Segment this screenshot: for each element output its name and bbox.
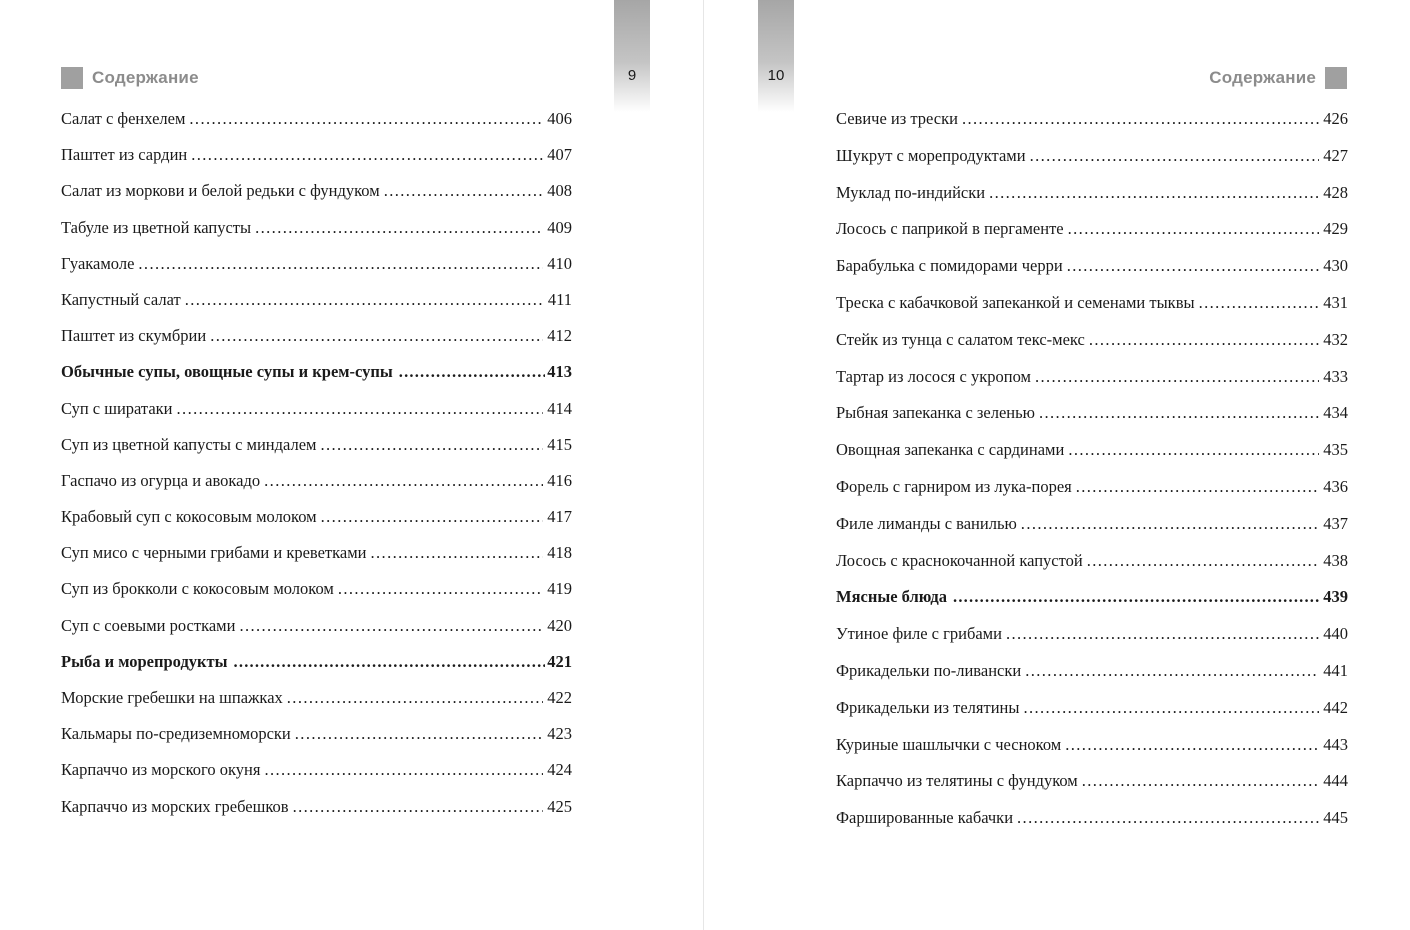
- toc-entry-title: Лосось с паприкой в пергаменте: [836, 219, 1064, 239]
- dot-leader: [1068, 439, 1319, 461]
- dot-leader: [1068, 218, 1320, 240]
- dot-leader: [239, 615, 543, 637]
- toc-entry-title: Крабовый суп с кокосовым молоком: [61, 507, 317, 527]
- toc-entry: [61, 723, 572, 745]
- toc-entry-title: Кальмары по-средиземноморски: [61, 724, 291, 744]
- dot-leader: [138, 253, 543, 275]
- left-page: [0, 0, 704, 930]
- toc-entry-page: 428: [1323, 182, 1348, 202]
- toc-entry-page: 444: [1323, 771, 1348, 791]
- toc-entry: [836, 807, 1348, 829]
- dot-leader: [1089, 329, 1319, 351]
- toc-entry: [836, 108, 1348, 130]
- toc-entry-page: 427: [1323, 145, 1348, 165]
- toc-entry-title: Овощная запеканка с сардинами: [836, 440, 1065, 460]
- toc-entry: [836, 329, 1348, 351]
- toc-entry-page: 407: [547, 145, 572, 165]
- toc-entry-page: 413: [547, 362, 572, 382]
- page-number-tab: [614, 0, 650, 112]
- toc-entry: [836, 402, 1348, 424]
- toc-entry: [836, 623, 1348, 645]
- dot-leader: [321, 506, 544, 528]
- section-header: [1209, 67, 1347, 89]
- dot-leader: [287, 687, 543, 709]
- toc-entry-title: Паштет из скумбрии: [61, 326, 207, 346]
- toc-entry: [61, 542, 572, 564]
- toc-entry-title: Филе лиманды с ванилью: [836, 513, 1017, 533]
- dot-leader: [1025, 660, 1319, 682]
- dot-leader: [399, 361, 546, 383]
- toc-entry-page: 438: [1323, 550, 1348, 570]
- toc-entry-title: Суп из брокколи с кокосовым молоком: [61, 579, 334, 599]
- right-page: [704, 0, 1410, 930]
- toc-entry: [61, 759, 572, 781]
- toc-entry: [61, 325, 572, 347]
- toc-entry-title: Гуакамоле: [61, 253, 135, 273]
- toc-entry-title: Стейк из тунца с салатом текс-мекс: [836, 329, 1085, 349]
- toc-entry: [61, 506, 572, 528]
- dot-leader: [293, 796, 544, 818]
- page-number: 9: [627, 67, 637, 84]
- toc-entry-page: 420: [547, 615, 572, 635]
- toc-entry: [836, 439, 1348, 461]
- dot-leader: [953, 586, 1321, 608]
- toc-entry-page: 409: [547, 217, 572, 237]
- dot-leader: [189, 108, 543, 130]
- header-square-icon: [61, 67, 83, 89]
- toc-entry-page: 418: [547, 543, 572, 563]
- dot-leader: [1067, 255, 1320, 277]
- dot-leader: [1021, 513, 1319, 535]
- toc-entry-page: 414: [547, 398, 572, 418]
- dot-leader: [962, 108, 1319, 130]
- toc-entry-title: Карпаччо из морских гребешков: [61, 796, 289, 816]
- dot-leader: [234, 651, 546, 673]
- toc-entry: [61, 470, 572, 492]
- toc-entry-page: 440: [1323, 624, 1348, 644]
- toc-entry-title: Карпаччо из морского окуня: [61, 760, 261, 780]
- toc-entry-page: 421: [547, 651, 572, 671]
- toc-entry-title: Обычные супы, овощные супы и крем-супы: [61, 362, 393, 382]
- dot-leader: [1035, 366, 1319, 388]
- toc-entry: [836, 145, 1348, 167]
- toc-entry-page: 431: [1323, 292, 1348, 312]
- dot-leader: [1017, 807, 1319, 829]
- toc-entry-title: Табуле из цветной капусты: [61, 217, 252, 237]
- toc-entry: [836, 292, 1348, 314]
- toc-entry-page: 412: [547, 326, 572, 346]
- toc-entry-title: Капустный салат: [61, 289, 181, 309]
- toc-entry-title: Утиное филе с грибами: [836, 624, 1002, 644]
- dot-leader: [1039, 402, 1319, 424]
- toc-entry: [836, 660, 1348, 682]
- toc-entry-page: 426: [1323, 109, 1348, 128]
- dot-leader: [185, 289, 544, 311]
- toc-entry: [61, 180, 572, 202]
- dot-leader: [989, 182, 1319, 204]
- dot-leader: [320, 434, 543, 456]
- toc-entry: [61, 578, 572, 600]
- toc-entry-page: 424: [547, 760, 572, 780]
- dot-leader: [1082, 770, 1320, 792]
- dot-leader: [177, 398, 544, 420]
- toc-entry: [61, 144, 572, 166]
- toc-section-heading: [61, 361, 572, 383]
- toc-entry-page: 411: [547, 289, 572, 309]
- header-square-icon: [1325, 67, 1347, 89]
- toc-list: [836, 108, 1348, 844]
- toc-entry: [836, 366, 1348, 388]
- toc-entry: [61, 615, 572, 637]
- toc-entry-title: Тартар из лосося с укропом: [836, 366, 1031, 386]
- toc-entry-page: 416: [547, 470, 572, 490]
- toc-entry-page: 432: [1323, 329, 1348, 349]
- toc-entry: [836, 476, 1348, 498]
- page-number: 10: [767, 67, 785, 84]
- toc-entry: [61, 434, 572, 456]
- header-title: Содержание: [1209, 68, 1316, 87]
- toc-entry-page: 434: [1323, 403, 1348, 423]
- toc-entry-title: Куриные шашлычки с чесноком: [836, 734, 1062, 754]
- toc-entry: [836, 513, 1348, 535]
- dot-leader: [264, 470, 543, 492]
- toc-entry-title: Гаспачо из огурца и авокадо: [61, 470, 261, 490]
- toc-entry-page: 441: [1323, 660, 1348, 680]
- toc-entry-page: 419: [547, 579, 572, 599]
- dot-leader: [210, 325, 543, 347]
- dot-leader: [264, 759, 543, 781]
- toc-entry-page: 443: [1323, 734, 1348, 754]
- toc-entry-page: 436: [1323, 476, 1348, 496]
- toc-entry-title: Муклад по-индийски: [836, 182, 986, 202]
- toc-entry-title: Фаршированные кабачки: [836, 808, 1014, 828]
- section-header: [61, 67, 199, 89]
- toc-entry-page: 435: [1323, 440, 1348, 460]
- toc-entry: [836, 550, 1348, 572]
- toc-entry: [61, 687, 572, 709]
- toc-entry-title: Фрикадельки из телятины: [836, 697, 1020, 717]
- toc-entry: [61, 796, 572, 818]
- toc-entry-page: 437: [1323, 513, 1348, 533]
- toc-entry-title: Рыбная запеканка с зеленью: [836, 403, 1035, 423]
- dot-leader: [295, 723, 543, 745]
- toc-entry-page: 425: [547, 796, 572, 816]
- toc-entry-page: 410: [547, 253, 572, 273]
- toc-entry-title: Салат из моркови и белой редьки с фундуком: [61, 181, 380, 201]
- dot-leader: [338, 578, 543, 600]
- toc-entry-title: Салат с фенхелем: [61, 109, 186, 128]
- toc-entry-title: Паштет из сардин: [61, 145, 188, 165]
- dot-leader: [1199, 292, 1320, 314]
- toc-entry-page: 445: [1323, 808, 1348, 828]
- toc-entry-title: Барабулька с помидорами черри: [836, 256, 1063, 276]
- toc-entry-page: 406: [547, 109, 572, 128]
- toc-entry-page: 429: [1323, 219, 1348, 239]
- toc-entry-title: Суп с ширатаки: [61, 398, 173, 418]
- toc-entry-title: Фрикадельки по-ливански: [836, 660, 1022, 680]
- toc-entry-title: Суп мисо с черными грибами и креветками: [61, 543, 367, 563]
- toc-entry-title: Морские гребешки на шпажках: [61, 688, 283, 707]
- toc-entry-page: 423: [547, 724, 572, 744]
- page-number-tab: [758, 0, 794, 112]
- toc-entry-title: Суп с соевыми ростками: [61, 615, 236, 635]
- header-title: Содержание: [92, 68, 199, 87]
- toc-section-heading: [836, 586, 1348, 608]
- toc-entry-page: 422: [547, 688, 572, 707]
- toc-entry-title: Рыба и морепродукты: [61, 651, 228, 671]
- toc-entry-title: Суп из цветной капусты с миндалем: [61, 434, 317, 454]
- toc-entry: [61, 289, 572, 311]
- toc-entry: [61, 253, 572, 275]
- toc-entry-page: 408: [547, 181, 572, 201]
- dot-leader: [1006, 623, 1319, 645]
- toc-entry-page: 442: [1323, 697, 1348, 717]
- toc-entry-title: Треска с кабачковой запеканкой и семенами тыквы: [836, 292, 1195, 312]
- toc-entry-title: Форель с гарниром из лука-порея: [836, 476, 1072, 496]
- toc-entry: [836, 770, 1348, 792]
- dot-leader: [371, 542, 544, 564]
- toc-entry-title: Мясные блюда: [836, 587, 948, 607]
- toc-entry: [61, 217, 572, 239]
- toc-entry: [836, 182, 1348, 204]
- toc-entry-title: Севиче из трески: [836, 109, 958, 128]
- toc-section-heading: [61, 651, 572, 673]
- toc-entry-page: 415: [547, 434, 572, 454]
- dot-leader: [255, 217, 543, 239]
- toc-entry: [836, 218, 1348, 240]
- toc-list: [61, 108, 572, 832]
- dot-leader: [191, 144, 543, 166]
- dot-leader: [1076, 476, 1320, 498]
- toc-entry: [836, 734, 1348, 756]
- dot-leader: [384, 180, 544, 202]
- toc-entry-page: 430: [1323, 256, 1348, 276]
- toc-entry: [61, 108, 572, 130]
- dot-leader: [1030, 145, 1320, 167]
- toc-entry-title: Карпаччо из телятины с фундуком: [836, 771, 1078, 791]
- toc-entry-title: Лосось с краснокочанной капустой: [836, 550, 1083, 570]
- toc-entry-title: Шукрут с морепродуктами: [836, 145, 1026, 165]
- toc-entry: [61, 398, 572, 420]
- toc-entry-page: 439: [1323, 587, 1348, 607]
- dot-leader: [1023, 697, 1319, 719]
- dot-leader: [1065, 734, 1319, 756]
- toc-entry: [836, 697, 1348, 719]
- toc-entry-page: 433: [1323, 366, 1348, 386]
- toc-entry: [836, 255, 1348, 277]
- toc-entry-page: 417: [547, 507, 572, 527]
- dot-leader: [1087, 550, 1320, 572]
